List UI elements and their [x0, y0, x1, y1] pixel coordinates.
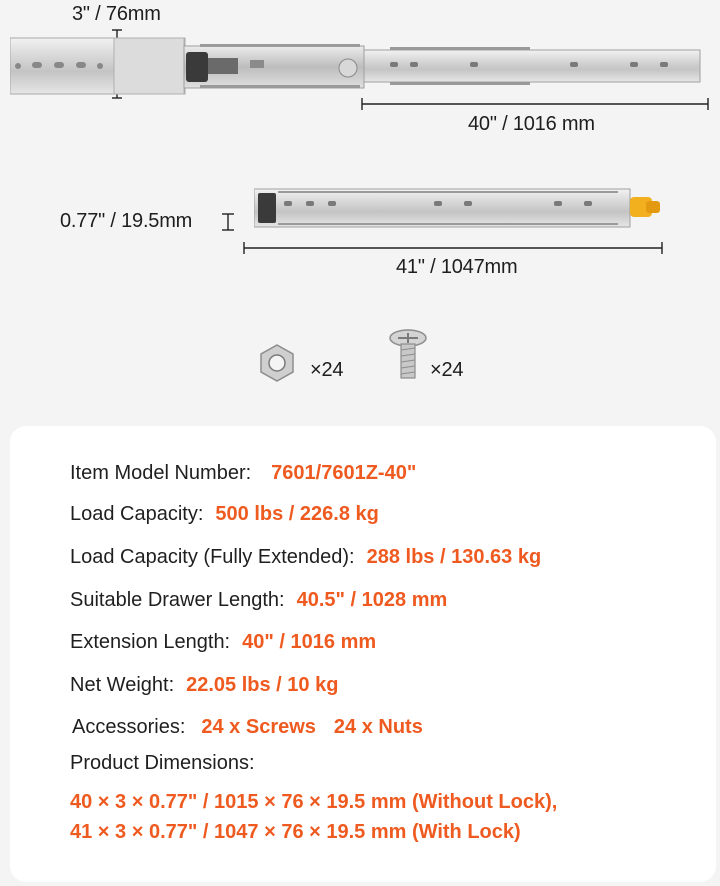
spec-drawer-length	[70, 588, 447, 612]
spec-value: 40.5" / 1028 mm	[296, 589, 448, 611]
spec-label: Load Capacity:	[70, 503, 204, 525]
spec-value: 7601/7601Z-40"	[271, 462, 417, 484]
spec-label: Load Capacity (Fully Extended):	[70, 546, 355, 568]
spec-label: Product Dimensions:	[70, 752, 255, 774]
spec-value: 40" / 1016 mm	[242, 631, 377, 653]
closed-slide-illustration	[254, 185, 664, 229]
dimensions-with-lock: 41 × 3 × 0.77" / 1047 × 76 × 19.5 mm (With Lock)	[70, 821, 521, 843]
spec-model-number	[70, 461, 416, 485]
spec-net-weight	[70, 673, 338, 697]
spec-label: Extension Length:	[70, 631, 231, 653]
spec-label: Accessories:	[72, 716, 186, 738]
screw-count-label: ×24	[430, 359, 464, 381]
length-dimension-line	[242, 240, 664, 256]
length-dimension-label: 41" / 1047mm	[396, 256, 518, 278]
spec-value: 22.05 lbs / 10 kg	[186, 674, 339, 696]
spec-label: Net Weight:	[70, 674, 175, 696]
spec-product-dimensions	[70, 751, 255, 775]
hex-nut-icon	[257, 343, 297, 383]
spec-value: 500 lbs / 226.8 kg	[215, 503, 379, 525]
spec-load-capacity-extended	[70, 545, 541, 569]
extension-dimension-label: 40" / 1016 mm	[468, 113, 595, 135]
dimensions-without-lock: 40 × 3 × 0.77" / 1015 × 76 × 19.5 mm (Without Lock),	[70, 791, 558, 813]
spec-load-capacity	[70, 502, 379, 526]
spec-value: 24 x Screws	[201, 716, 316, 738]
nut-count-label: ×24	[310, 359, 344, 381]
spec-value: 288 lbs / 130.63 kg	[366, 546, 542, 568]
spec-extension-length	[70, 630, 376, 654]
spec-value: 24 x Nuts	[333, 716, 423, 738]
screw-icon	[388, 328, 428, 382]
spec-label: Suitable Drawer Length:	[70, 589, 285, 611]
spec-accessories	[72, 715, 423, 739]
spec-label: Item Model Number:	[70, 462, 252, 484]
thickness-dimension-line	[219, 212, 237, 232]
height-dimension-label: 3" / 76mm	[72, 3, 161, 25]
extended-slide-illustration	[10, 36, 706, 96]
extension-dimension-line	[360, 96, 710, 112]
thickness-dimension-label: 0.77" / 19.5mm	[60, 210, 193, 232]
